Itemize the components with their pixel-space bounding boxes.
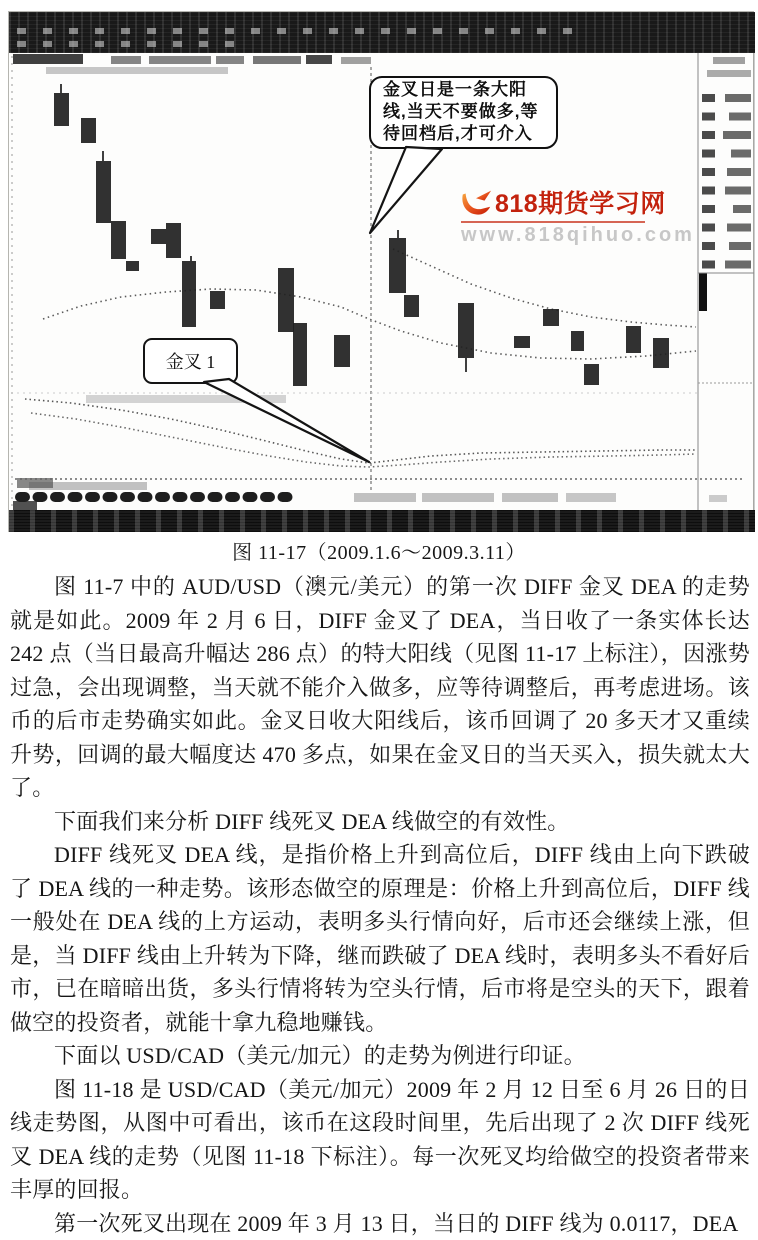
callout-line-3: 待回档后,才可介入 (383, 123, 550, 145)
gold-cross-label-text: 金叉 1 (166, 348, 216, 374)
paragraph: 第一次死叉出现在 2009 年 3 月 13 日，当日的 DIFF 线为 0.0117，DEA (10, 1207, 750, 1240)
paragraph: 下面我们来分析 DIFF 线死叉 DEA 线做空的有效性。 (10, 805, 750, 839)
paragraph: 图 11-7 中的 AUD/USD（澳元/美元）的第一次 DIFF 金叉 DEA 的走势就是如此。2009 年 2 月 6 日，DIFF 金叉了 DEA，当日收了一条实体长达 242 点（当日最高升幅达 286 点）的特大阳线（见图 11-17 上标注），因涨势过急，会出现调整，当天就不能介入做多，应等待调整后，再考虑进场。该币的后市走势确实如此。金叉日收大阳线后，该币回调了 20 多天才又重续升势，回调的最大幅度达 470 多点，如果在金叉日的当天买入，损失就太大了。 (10, 570, 750, 805)
figure-caption: 图 11-17（2009.1.6～2009.3.11） (0, 536, 758, 565)
watermark (459, 184, 695, 247)
paragraph: DIFF 线死叉 DEA 线，是指价格上升到高位后，DIFF 线由上向下跌破了 DEA 线的一种走势。该形态做空的原理是：价格上升到高位后，DIFF 线一般处在 DEA 线的上方运动，表明多头行情向好，后市还会继续上涨，但是，当 DIFF 线由上升转为下降，继而跌破了 DEA 线时，表明多头不看好后市，已在暗暗出货，多头行情将转为空头行情，后市将是空头的天下，跟着做空的投资者，就能十拿九稳地赚钱。 (10, 838, 750, 1039)
watermark-hand-logo-icon (459, 187, 493, 217)
gold-cross-label (143, 338, 238, 384)
paragraph: 下面以 USD/CAD（美元/加元）的走势为例进行印证。 (10, 1039, 750, 1073)
watermark-underline (461, 221, 645, 223)
trading-screenshot (8, 11, 754, 532)
callout-line-1: 金叉日是一条大阳 (383, 79, 550, 101)
watermark-title: 818期货学习网 (495, 184, 666, 220)
paragraph: 图 11-18 是 USD/CAD（美元/加元）2009 年 2 月 12 日至 6 月 26 日的日线走势图，从图中可看出，该币在这段时间里，先后出现了 2 次 DIFF 线死叉 DEA 线的走势（见图 11-18 下标注）。每一次死叉均给做空的投资者带来丰厚的回报。 (10, 1073, 750, 1207)
callout-line-2: 线,当天不要做多,等 (383, 101, 550, 123)
callout-bubble (369, 76, 558, 149)
watermark-url: www.818qihuo.com (461, 224, 695, 247)
body-text (10, 570, 750, 1240)
